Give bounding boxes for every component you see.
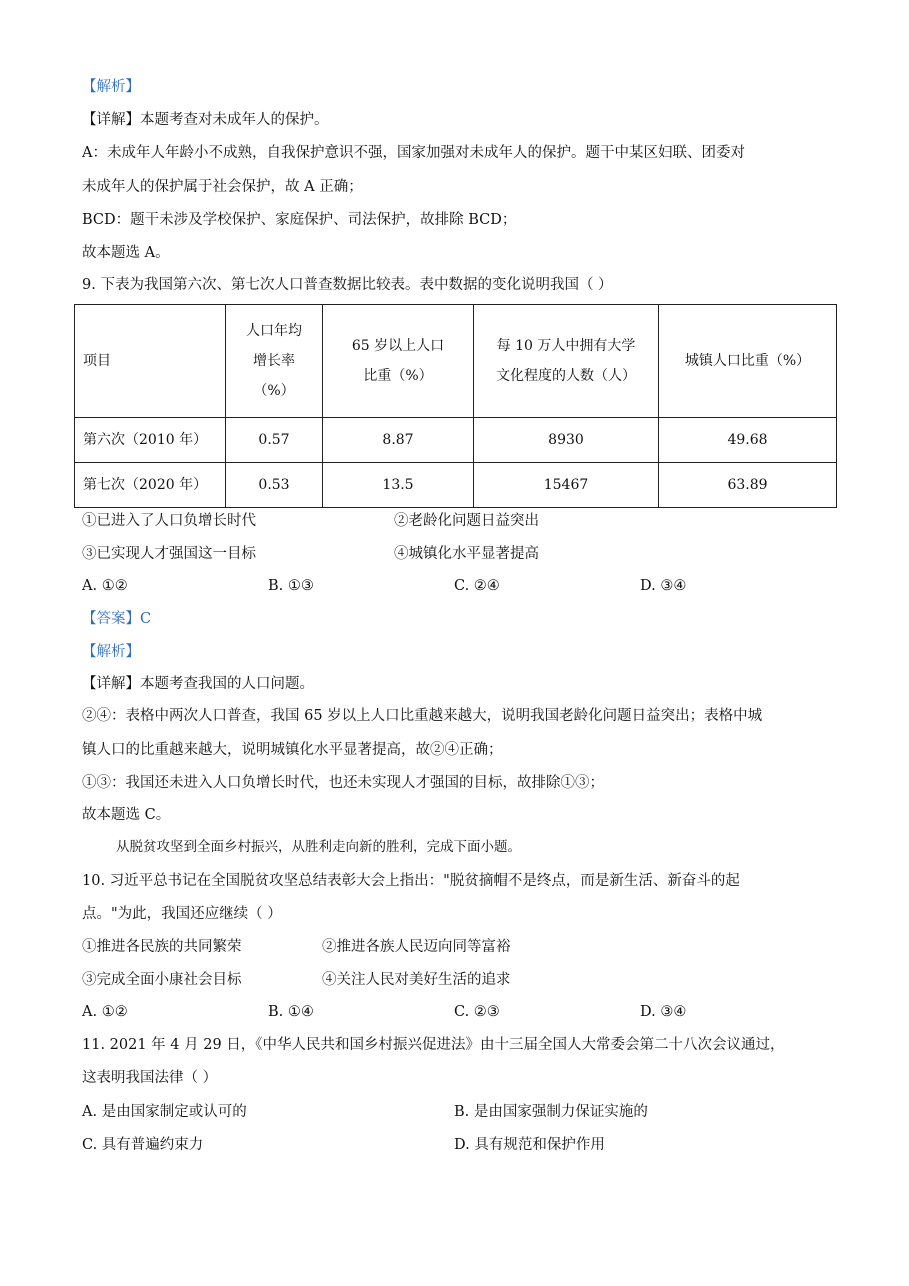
table-cell: 8930: [474, 418, 659, 463]
question-9: 9. 下表为我国第六次、第七次人口普查数据比较表。表中数据的变化说明我国（ ）: [82, 277, 613, 293]
text-line: ①③：我国还未进入人口负增长时代，也还未实现人才强国的目标，故排除①③；: [82, 775, 604, 791]
table-cell: 0.53: [226, 463, 323, 508]
text-line: 故本题选 A。: [82, 245, 170, 261]
statement: ③完成全面小康社会目标: [82, 972, 242, 988]
answer-label: 【答案】C: [82, 611, 152, 627]
table-cell: 第六次（2010 年）: [75, 418, 226, 463]
text-line: 未成年人的保护属于社会保护，故 A 正确；: [82, 179, 363, 195]
statement: ②老龄化问题日益突出: [394, 513, 539, 529]
text-line: ②④：表格中两次人口普查，我国 65 岁以上人口比重越来越大，说明我国老龄化问题日益突出；表格中城: [82, 708, 763, 724]
detail-line: 【详解】本题考查我国的人口问题。: [82, 676, 314, 692]
table-header-row: [75, 305, 837, 418]
table-row: [75, 463, 837, 508]
text-line: 镇人口的比重越来越大，说明城镇化水平显著提高，故②④正确；: [82, 742, 503, 758]
choice-a: A. 是由国家制定或认可的: [82, 1104, 247, 1120]
header-university: 每 10 万人中拥有大学 文化程度的人数（人）: [474, 305, 659, 418]
header-growth-rate: 人口年均 增长率 （%）: [226, 305, 323, 418]
choice-c: C. 具有普遍约束力: [82, 1137, 204, 1153]
statement: ①已进入了人口负增长时代: [82, 513, 256, 529]
choice-a: A. ①②: [82, 578, 128, 594]
choice-b: B. 是由国家强制力保证实施的: [454, 1104, 648, 1120]
table-cell: 8.87: [323, 418, 474, 463]
question-10: 10. 习近平总书记在全国脱贫攻坚总结表彰大会上指出："脱贫摘帽不是终点，而是新生活、新奋斗的起: [82, 873, 740, 889]
choice-b: B. ①④: [268, 1004, 314, 1020]
table-cell: 15467: [474, 463, 659, 508]
header-item: 项目: [75, 305, 226, 418]
table-cell: 49.68: [659, 418, 837, 463]
table-cell: 13.5: [323, 463, 474, 508]
choice-c: C. ②③: [454, 1004, 500, 1020]
choice-d: D. ③④: [640, 1004, 687, 1020]
detail-line: 【详解】本题考查对未成年人的保护。: [82, 112, 329, 128]
analysis-label: 【解析】: [82, 79, 140, 95]
statement: ②推进各族人民迈向同等富裕: [322, 939, 511, 955]
choice-c: C. ②④: [454, 578, 500, 594]
question-11: 11. 2021 年 4 月 29 日，《中华人民共和国乡村振兴促进法》由十三届全国人大常委会第二十八次会议通过，: [82, 1037, 785, 1053]
table-cell: 0.57: [226, 418, 323, 463]
question-11-cont: 这表明我国法律（ ）: [82, 1070, 218, 1086]
statement: ④城镇化水平显著提高: [394, 546, 539, 562]
choice-b: B. ①③: [268, 578, 314, 594]
statement: ③已实现人才强国这一目标: [82, 546, 256, 562]
header-urban: 城镇人口比重（%）: [659, 305, 837, 418]
table-cell: 63.89: [659, 463, 837, 508]
table-cell: 第七次（2020 年）: [75, 463, 226, 508]
statement: ④关注人民对美好生活的追求: [322, 972, 511, 988]
table-row: [75, 418, 837, 463]
analysis-label: 【解析】: [82, 644, 140, 660]
text-line: BCD：题干未涉及学校保护、家庭保护、司法保护，故排除 BCD；: [82, 212, 517, 228]
census-table: [74, 304, 837, 508]
text-line: A：未成年人年龄小不成熟，自我保护意识不强，国家加强对未成年人的保护。题干中某区妇联、团委对: [82, 145, 745, 161]
statement: ①推进各民族的共同繁荣: [82, 939, 242, 955]
choice-a: A. ①②: [82, 1004, 128, 1020]
question-10-cont: 点。"为此，我国还应继续（ ）: [82, 906, 282, 922]
group-intro: 从脱贫攻坚到全面乡村振兴，从胜利走向新的胜利，完成下面小题。: [116, 839, 521, 855]
choice-d: D. ③④: [640, 578, 687, 594]
choice-d: D. 具有规范和保护作用: [454, 1137, 605, 1153]
header-over65: 65 岁以上人口 比重（%）: [323, 305, 474, 418]
text-line: 故本题选 C。: [82, 807, 171, 823]
